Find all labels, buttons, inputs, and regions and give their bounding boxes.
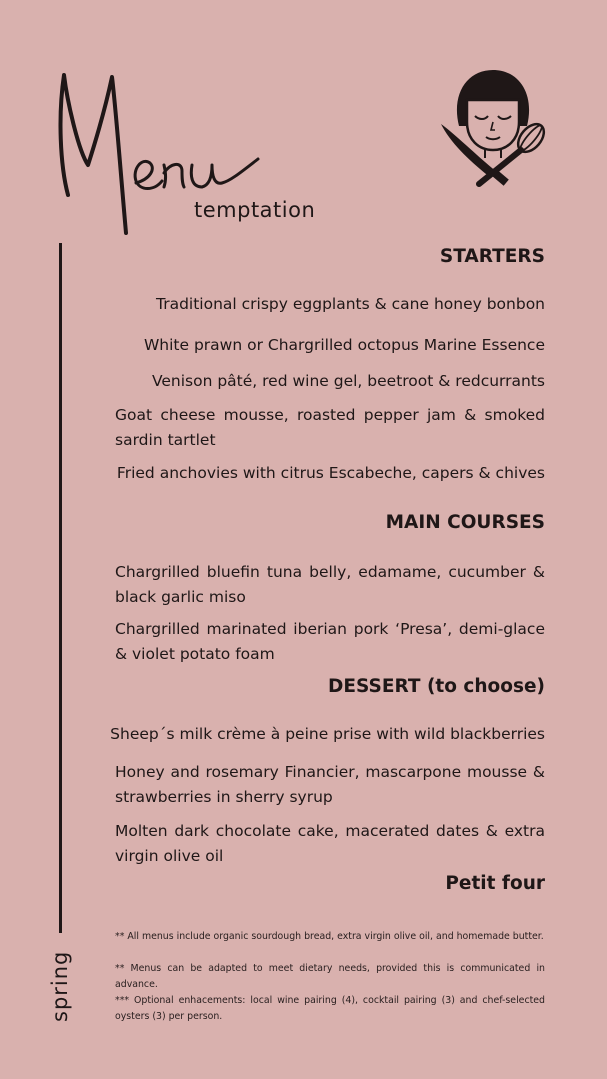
menu-item: Chargrilled marinated iberian pork ‘Presa’, demi-glace & violet potato foam [115, 620, 545, 663]
menu-item: White prawn or Chargrilled octopus Marine Essence [143, 336, 545, 354]
section-heading-petit-four: Petit four [445, 873, 545, 894]
menu-item: Molten dark chocolate cake, macerated dates & extra virgin olive oil [115, 822, 545, 865]
menu-item: Honey and rosemary Financier, mascarpone mousse & strawberries in sherry syrup [115, 763, 545, 806]
chef-woman-knife-whisk-icon [437, 64, 549, 188]
menu-item: Traditional crispy eggplants & cane honey bonbon [156, 295, 545, 313]
section-heading-dessert: DESSERT (to choose) [328, 676, 545, 697]
footnote: ** All menus include organic sourdough bread, extra virgin olive oil, and homemade butter. [115, 931, 544, 942]
section-heading-starters: STARTERS [439, 246, 545, 267]
menu-item: Goat cheese mousse, roasted pepper jam & smoked sardin tartlet [115, 406, 545, 449]
footnote: *** Optional enhacements: local wine pairing (4), cocktail pairing (3) and chef-selected oysters (3) per person. [115, 995, 545, 1022]
season-label: spring [48, 950, 72, 1022]
menu-item: Fried anchovies with citrus Escabeche, capers & chives [116, 464, 545, 482]
section-heading-main-courses: MAIN COURSES [385, 512, 545, 533]
menu-tagline: temptation [194, 198, 316, 222]
menu-item: Chargrilled bluefin tuna belly, edamame, cucumber & black garlic miso [115, 563, 545, 606]
menu-item: Venison pâté, red wine gel, beetroot & redcurrants [151, 372, 545, 390]
vertical-divider [59, 243, 62, 933]
menu-item: Sheep´s milk crème à peine prise with wild blackberries [110, 725, 545, 743]
footnote: ** Menus can be adapted to meet dietary needs, provided this is communicated in advance. [115, 963, 545, 990]
